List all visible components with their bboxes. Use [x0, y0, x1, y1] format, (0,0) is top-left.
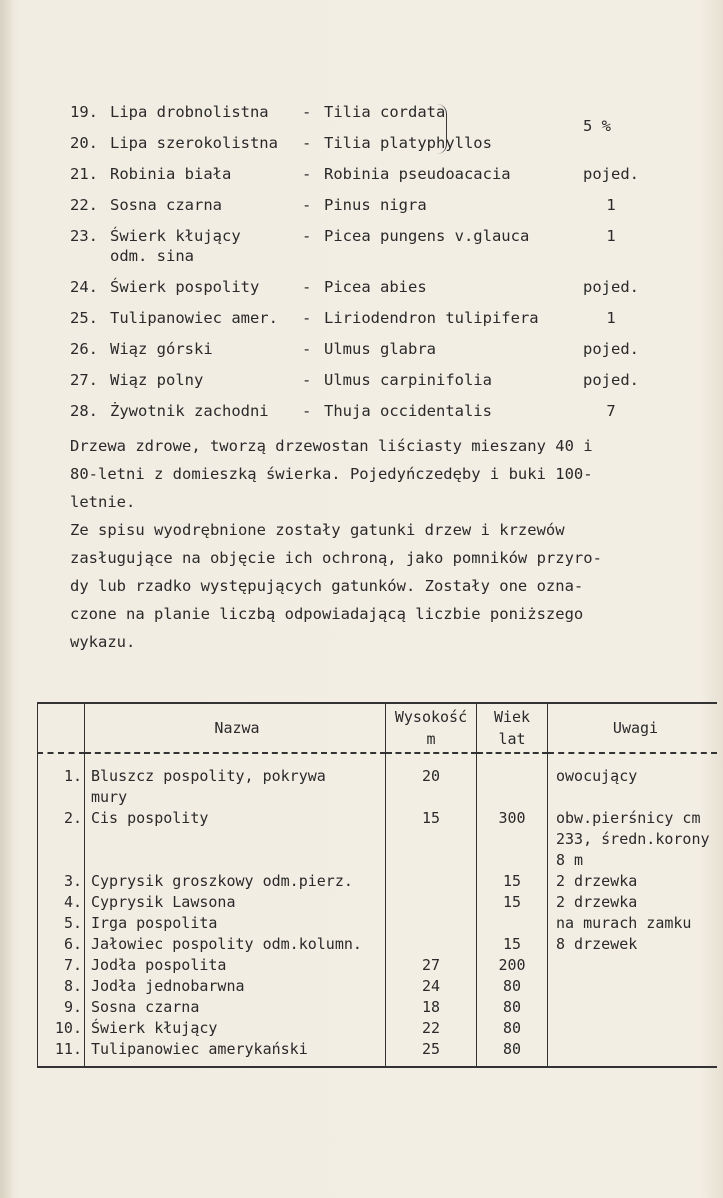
row-height: 24	[386, 976, 477, 997]
row-age: 15	[477, 871, 548, 892]
species-list	[70, 98, 670, 428]
paragraph-line: dy lub rzadko występujących gatunków. Zostały one ozna-	[70, 577, 584, 595]
row-name: Cyprysik groszkowy odm.pierz.	[85, 871, 386, 892]
species-row	[70, 273, 670, 304]
species-note: 1	[606, 309, 616, 327]
species-dash: -	[302, 134, 312, 152]
header-name: Nazwa	[85, 703, 386, 753]
row-height: 27	[386, 955, 477, 976]
row-age: 300	[477, 808, 548, 871]
table-row	[38, 1018, 718, 1039]
species-polish-name: Tulipanowiec amer.	[110, 309, 278, 327]
paragraph-line: wykazu.	[70, 633, 136, 651]
species-note: 1	[606, 227, 616, 245]
row-notes	[548, 1018, 718, 1039]
row-height: 22	[386, 1018, 477, 1039]
table-row	[38, 1039, 718, 1067]
species-dash: -	[302, 165, 312, 183]
species-latin-name: Tilia cordata	[324, 103, 446, 121]
table-header-row	[38, 703, 718, 753]
species-number: 21.	[70, 165, 98, 183]
row-number: 1.	[38, 753, 85, 808]
table-row	[38, 997, 718, 1018]
row-notes: 8 drzewek	[548, 934, 718, 955]
species-note: pojed.	[583, 340, 639, 358]
row-name: Jałowiec pospolity odm.kolumn.	[85, 934, 386, 955]
row-height	[386, 871, 477, 892]
species-dash: -	[302, 196, 312, 214]
species-note: 7	[606, 402, 616, 420]
row-age	[477, 913, 548, 934]
species-dash: -	[302, 402, 312, 420]
species-polish-name: Robinia biała	[110, 165, 232, 183]
row-name: Cis pospolity	[85, 808, 386, 871]
header-height: Wysokość m	[386, 703, 477, 753]
species-latin-name: Ulmus carpinifolia	[324, 371, 492, 389]
table-row	[38, 934, 718, 955]
row-height	[386, 934, 477, 955]
table-row	[38, 753, 718, 808]
species-dash: -	[302, 371, 312, 389]
right-brace	[436, 104, 447, 154]
row-notes: na murach zamku	[548, 913, 718, 934]
row-name: Jodła jednobarwna	[85, 976, 386, 997]
row-notes	[548, 976, 718, 997]
species-polish-name: Wiąz górski	[110, 340, 213, 358]
row-age: 80	[477, 1018, 548, 1039]
table-row	[38, 955, 718, 976]
paragraph-line: zasługujące na objęcie ich ochroną, jako pomników przyro-	[70, 549, 602, 567]
row-height: 15	[386, 808, 477, 871]
paragraph-line: Ze spisu wyodrębnione zostały gatunki drzew i krzewów	[70, 521, 565, 539]
row-height: 20	[386, 753, 477, 808]
species-number: 24.	[70, 278, 98, 296]
species-note: pojed.	[583, 371, 639, 389]
row-name: Jodła pospolita	[85, 955, 386, 976]
species-latin-name: Thuja occidentalis	[324, 402, 492, 420]
paragraph-line: czone na planie liczbą odpowiadającą liczbie poniższego	[70, 605, 584, 623]
row-notes: 2 drzewka	[548, 892, 718, 913]
row-number: 5.	[38, 913, 85, 934]
species-row	[70, 366, 670, 397]
row-notes: owocujący	[548, 753, 718, 808]
species-number: 22.	[70, 196, 98, 214]
row-height	[386, 892, 477, 913]
species-latin-name: Tilia platyphyllos	[324, 134, 492, 152]
header-age: Wiek lat	[477, 703, 548, 753]
monuments-table	[37, 702, 717, 1068]
row-age: 200	[477, 955, 548, 976]
row-name: Świerk kłujący	[85, 1018, 386, 1039]
row-age: 80	[477, 1039, 548, 1067]
species-polish-name: Świerk kłujący odm. sina	[110, 227, 241, 265]
row-notes	[548, 997, 718, 1018]
species-latin-name: Ulmus glabra	[324, 340, 436, 358]
species-latin-name: Picea pungens v.glauca	[324, 227, 530, 245]
species-polish-name: Lipa drobnolistna	[110, 103, 269, 121]
species-row	[70, 129, 670, 160]
table-row	[38, 871, 718, 892]
row-number: 3.	[38, 871, 85, 892]
row-age: 15	[477, 892, 548, 913]
species-row	[70, 304, 670, 335]
species-row	[70, 222, 670, 273]
row-number: 4.	[38, 892, 85, 913]
species-note: pojed.	[583, 165, 639, 183]
species-row	[70, 160, 670, 191]
table-row	[38, 808, 718, 871]
row-number: 7.	[38, 955, 85, 976]
row-number: 11.	[38, 1039, 85, 1067]
row-name: Cyprysik Lawsona	[85, 892, 386, 913]
species-row	[70, 335, 670, 366]
species-latin-name: Pinus nigra	[324, 196, 427, 214]
row-notes	[548, 1039, 718, 1067]
row-notes	[548, 955, 718, 976]
paragraph-line: 80-letni z domieszką świerka. Pojedyńczedęby i buki 100-	[70, 465, 593, 483]
species-note: 1	[606, 196, 616, 214]
row-age: 15	[477, 934, 548, 955]
species-latin-name: Liriodendron tulipifera	[324, 309, 539, 327]
species-latin-name: Picea abies	[324, 278, 427, 296]
species-note: pojed.	[583, 278, 639, 296]
species-dash: -	[302, 340, 312, 358]
table-row	[38, 913, 718, 934]
species-number: 25.	[70, 309, 98, 327]
species-dash: -	[302, 309, 312, 327]
species-number: 28.	[70, 402, 98, 420]
row-age: 80	[477, 997, 548, 1018]
species-polish-name: Żywotnik zachodni	[110, 402, 269, 420]
row-notes: 2 drzewka	[548, 871, 718, 892]
species-polish-name: Wiąz polny	[110, 371, 204, 389]
species-dash: -	[302, 227, 312, 245]
species-number: 27.	[70, 371, 98, 389]
row-number: 6.	[38, 934, 85, 955]
row-name: Bluszcz pospolity, pokrywa mury	[85, 753, 386, 808]
row-number: 10.	[38, 1018, 85, 1039]
species-number: 19.	[70, 103, 98, 121]
species-number: 26.	[70, 340, 98, 358]
row-number: 8.	[38, 976, 85, 997]
row-name: Irga pospolita	[85, 913, 386, 934]
paragraph-line: letnie.	[70, 493, 136, 511]
species-polish-name: Świerk pospolity	[110, 278, 260, 296]
row-height	[386, 913, 477, 934]
row-notes: obw.pierśnicy cm 233, średn.korony 8 m	[548, 808, 718, 871]
row-age	[477, 753, 548, 808]
row-name: Tulipanowiec amerykański	[85, 1039, 386, 1067]
species-row	[70, 191, 670, 222]
paragraph-line: Drzewa zdrowe, tworzą drzewostan liściasty mieszany 40 i	[70, 437, 593, 455]
binding-edge	[0, 0, 14, 1198]
species-number: 23.	[70, 227, 98, 245]
species-dash: -	[302, 278, 312, 296]
brace-share-note: 5 %	[583, 117, 611, 135]
species-row	[70, 98, 670, 129]
header-number	[38, 703, 85, 753]
species-polish-name: Lipa szerokolistna	[110, 134, 278, 152]
species-latin-name: Robinia pseudoacacia	[324, 165, 511, 183]
species-number: 20.	[70, 134, 98, 152]
row-number: 2.	[38, 808, 85, 871]
species-dash: -	[302, 103, 312, 121]
description-paragraph	[70, 432, 650, 656]
table-row	[38, 976, 718, 997]
species-polish-name: Sosna czarna	[110, 196, 222, 214]
row-height: 25	[386, 1039, 477, 1067]
row-number: 9.	[38, 997, 85, 1018]
row-name: Sosna czarna	[85, 997, 386, 1018]
table-row	[38, 892, 718, 913]
row-age: 80	[477, 976, 548, 997]
header-notes: Uwagi	[548, 703, 718, 753]
species-row	[70, 397, 670, 428]
row-height: 18	[386, 997, 477, 1018]
